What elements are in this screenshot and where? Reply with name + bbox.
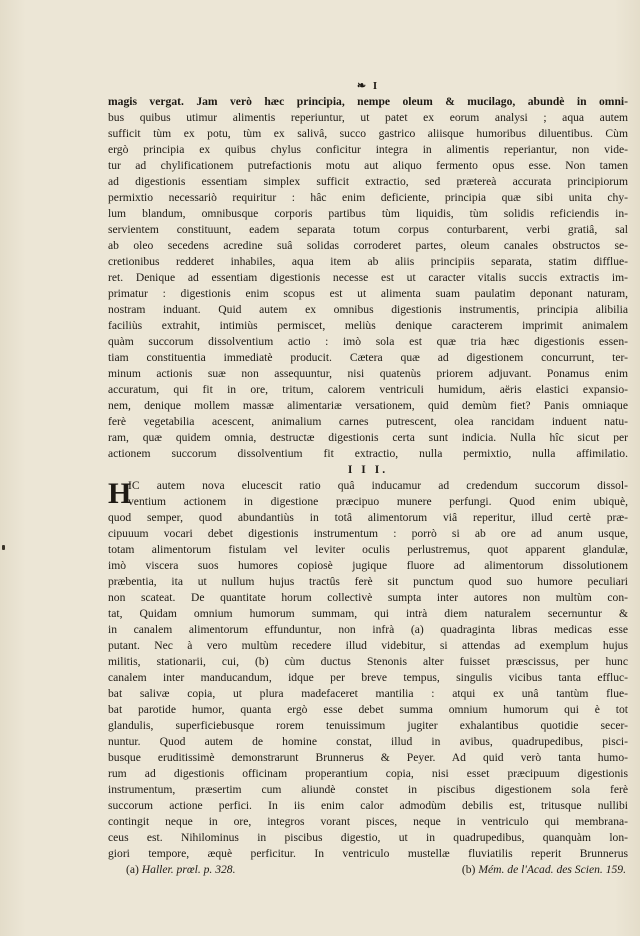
footnote-b-mark: (b) xyxy=(461,863,476,876)
text-line: canalem inter manducandum, idque per breve tempus, singulis vicibus tanta effluc- xyxy=(108,671,628,684)
text-line: succorum actione perfici. In iis enim calor admodùm debilis est, tritusque nullibi xyxy=(108,799,628,812)
text-line: nem, denique mollem massæ alimentariæ versationem, quid demùm fiet? Panis omniaque xyxy=(108,399,628,412)
text-line: nuntur. Quod autem de homine constat, illud in avibus, quadrupedibus, pisci- xyxy=(108,735,628,748)
text-line: præbentia, ita ut nullum hujus tractûs ferè sit punctum quod suo humore peculiari xyxy=(108,575,628,588)
text-line: in canalem alimentorum effunduntur, non infrà (a) quadraginta libras medicas esse xyxy=(108,623,628,636)
section-number: I I I. xyxy=(347,463,389,476)
margin-ink-mark xyxy=(2,545,5,550)
text-line: bat parotide humor, quanta ergò esse debet summa omnium humorum qui è tot xyxy=(108,703,628,716)
text-line: sufficit tùm ex potu, tùm ex salivâ, succo gastrico aliisque humoribus diluentibus. Cùm xyxy=(108,127,628,140)
text-line: imò viscera suos humores copiosè jugique fluore ad alimentorum dissolutionem xyxy=(108,559,628,572)
text-line: permixtio necessariò requiritur : hâc enim deficiente, principia quæ sibi unita chy- xyxy=(108,191,628,204)
text-line: ferè vegetabilia acescent, animalium carnes putrescent, olea rancidam induent natu- xyxy=(108,415,628,428)
page-text-block xyxy=(108,78,628,878)
footnote-a-mark: (a) xyxy=(126,863,139,876)
text-line: non scateat. De quantitate horum collectivè sumpta inter autores non multùm con- xyxy=(108,591,628,604)
text-line: ceus est. Nihilominus in piscibus digestio, ut in quadrupedibus, quanquàm lon- xyxy=(108,831,628,844)
text-line: glandulis, superficiebusque rorem tenuissimum jugiter exhalantibus quotidie secer- xyxy=(108,719,628,732)
text-line: cretionibus redderet inhabiles, aqua item ab aliis principiis separata, statim difflue- xyxy=(108,255,628,268)
text-line: quàm succorum dissolventium actio : imò sola est quæ tria hæc digestionis essen- xyxy=(108,335,628,348)
text-line: accuratum, qui fit in ore, tritum, calorem ventriculi humidum, aëris elastici expansio- xyxy=(108,383,628,396)
footnote-b xyxy=(462,862,626,878)
text-line: faciliùs extrahit, intimiùs permiscet, meliùs denique caracterem imprimit animalem xyxy=(108,319,628,332)
text-line: bus quibus utimur alimentis reperiuntur, ut patet ex eorum analysi ; aqua autem xyxy=(108,111,628,124)
text-line: putant. Nec à vero multùm recedere illud videbitur, si attendas ad exemplum hujus xyxy=(108,639,628,652)
paragraph-2-body xyxy=(108,510,628,862)
text-line: magis vergat. Jam verò hæc principia, nempe oleum & mucilago, abundè in omni- xyxy=(108,95,628,108)
text-line: minum actionis suæ non assequuntur, nisi quatenùs priorem adjuvant. Ponamus enim xyxy=(108,367,628,380)
footnote-a-text: Haller. prœl. p. 328. xyxy=(141,863,236,876)
text-line: tiam constituentia immediatè producit. Cætera quæ ad digestionem concurrunt, ter- xyxy=(108,351,628,364)
page-number: ❧ I xyxy=(356,80,380,92)
text-line: quod semper, quod abundantiùs in totâ alimentorum viâ reperitur, illud certè præ- xyxy=(108,511,628,524)
footnote-b-text: Mém. de l'Acad. des Scien. 159. xyxy=(478,863,626,876)
text-line: ret. Denique ad essentiam digestionis necesse est ut caracter vitalis succis extractis im- xyxy=(108,271,628,284)
paragraph-2 xyxy=(108,478,628,862)
text-line: ab oleo secedens acredine suâ solidas corroderet partes, oleum canales obstructos se- xyxy=(108,239,628,252)
footnotes xyxy=(108,862,628,878)
text-line: nostram induant. Quid autem ex omnibus digestionis instrumentis, principia alibilia xyxy=(108,303,628,316)
text-line: instrumentum, præsertim cum aliundè constet in piscibus digestionem sola ferè xyxy=(108,783,628,796)
text-line: tat, Quidam omnium humorum summam, qui intrà diem naturalem secernuntur & xyxy=(108,607,628,620)
paragraph-2-first-line-text: IC autem nova elucescit ratio quâ inducamur ad credendum succorum dissol- xyxy=(128,479,628,492)
text-line: servientem constituunt, eadem separata totum corpus conturbarent, verbi gratiâ, sal xyxy=(108,223,628,236)
text-line: busque eruditissimè demonstrarunt Brunnerus & Peyer. Ad quid verò tanta humo- xyxy=(108,751,628,764)
text-line: cipuuum vocari debet digestionis instrumentum : porrò si ab ore ad anum usque, xyxy=(108,527,628,540)
text-line: giori tempore, æquè perficitur. In ventriculo mustellæ fluviatilis reperit Brunnerus xyxy=(108,847,628,860)
text-line: contingit neque in ore, integros vorant pisces, neque in ventriculo qui membrana- xyxy=(108,815,628,828)
text-line: lum blandum, omnibusque corporis partibus tùm liquidis, tùm solidis reficiendis in- xyxy=(108,207,628,220)
text-line: militis, stationarii, cui, (b) cùm ductus Stenonis alter fuisset præscissus, per hunc xyxy=(108,655,628,668)
paragraph-1 xyxy=(108,94,628,462)
text-line: primatur : digestionis enim scopus est ut alimenta suam paulatim deponant naturam, xyxy=(108,287,628,300)
footnote-a xyxy=(126,862,236,878)
paragraph-2-line: ventium actionem in digestione præcipuo munere perfungi. Quod enim ubiquè, xyxy=(128,495,628,508)
text-line: rum ad digestionis officinam properantium copia, nisi esset præcipuum digestionis xyxy=(108,767,628,780)
text-line: totam alimentorum fistulam vel leviter oculis perlustremus, quot apparent glandulæ, xyxy=(108,543,628,556)
text-line: ram, quæ quidem omnia, destructæ digestionis certa sunt indicia. Nulla hîc sicut per xyxy=(108,431,628,444)
text-line: ad digestionis essentiam simplex sufficit extractio, sed prætereà accurata principiorum xyxy=(108,175,628,188)
text-line: bat salivæ copia, ut plura madefaceret mantilia : atqui ex unâ tantùm flue- xyxy=(108,687,628,700)
text-line: actionem succorum dissolventium fit extractio, nulla permixtio, nulla affimilatio. xyxy=(108,447,628,460)
text-line: ergò principia ex quibus chylus conficitur integra in alimentis reperiantur, non vide- xyxy=(108,143,628,156)
text-line: tur ad chylificationem putrefactionis motu aut aliquo fermento opus esse. Non tamen xyxy=(108,159,628,172)
drop-cap-letter: H xyxy=(108,477,132,510)
